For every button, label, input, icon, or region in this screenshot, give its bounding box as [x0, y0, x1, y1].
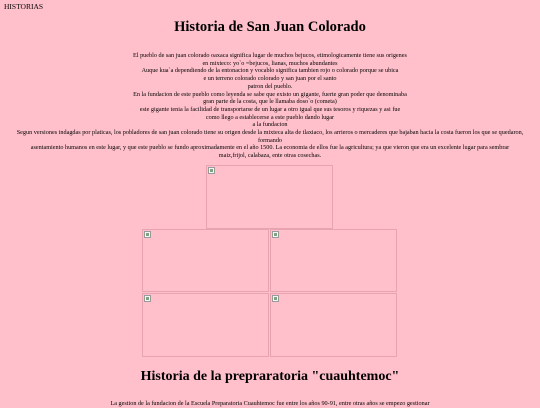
broken-image-icon — [272, 295, 279, 302]
broken-image-icon — [208, 167, 215, 174]
broken-image — [142, 229, 269, 292]
broken-image-icon — [272, 231, 279, 238]
story-line: e un terreno colorado colorado y san juan por el santo — [203, 75, 337, 83]
broken-image — [270, 293, 397, 357]
broken-image-icon — [144, 295, 151, 302]
story-line: En la fundacion de este pueblo como leyenda se sabe que existo un gigante, fuerte gran poder que denominaba — [133, 90, 407, 98]
broken-image — [142, 293, 269, 357]
story-line: a la fundacion — [252, 121, 288, 129]
story-line: gran parte de la costa, que le llamaba doso`o (cometa) — [203, 98, 337, 106]
story-line: en mixteco: yo`o =bejucos, lianas, muchos abundantes — [202, 59, 338, 67]
story-line: El pueblo de san juan colorado oaxaca significa lugar de muchos bejucos, etimologicamente tiene sus origenes — [133, 52, 407, 59]
historias-link[interactable]: HISTORIAS — [4, 2, 44, 11]
story-line: Segun versiones indagdas por platicas, los pobladores de san juan colorado tiene su origen desde la mixteca alta de tlaxiaco, los arrieros o mercaderes que bajaban hacia la costa fueron los que se quedaron, formando — [16, 129, 524, 144]
story-line: como llego a establecerse a este pueblo dando lugar — [205, 113, 335, 121]
broken-image-icon — [144, 231, 151, 238]
story-line: maiz,frijol, calabaza, ente otras cosechas. — [218, 152, 322, 160]
story-line: Auque kua`a dependiendo de la entonacion y vocablo significa tambien rojo o colorado porque se ubica — [141, 67, 399, 75]
story-line: asentamiento humanos en este lugar, y que este pueblo se fundo aproximadamente en el año 1500. La economia de ellos fue la agricultura; ya que vieron que era un excelente lugar para sembrar — [30, 144, 510, 152]
section-title: Historia de la prepraratoria "cuauhtemoc" — [140, 369, 400, 384]
broken-image — [206, 165, 333, 229]
story-line: patron del pueblo. — [247, 82, 293, 90]
page-title: Historia de San Juan Colorado — [174, 19, 366, 35]
broken-image — [270, 229, 397, 292]
section-intro-text: La gestion de la fundacion de la Escuela Preparatoria Cuauhtemoc fue entre los años 90-91, entre otras años se empezo gestionar — [110, 400, 430, 407]
story-line: este gigante tenia la facilidad de transportarse de un lugar a otro igual que sus tesoros y riquezas y asi fue — [139, 105, 401, 113]
story-text — [0, 52, 540, 160]
